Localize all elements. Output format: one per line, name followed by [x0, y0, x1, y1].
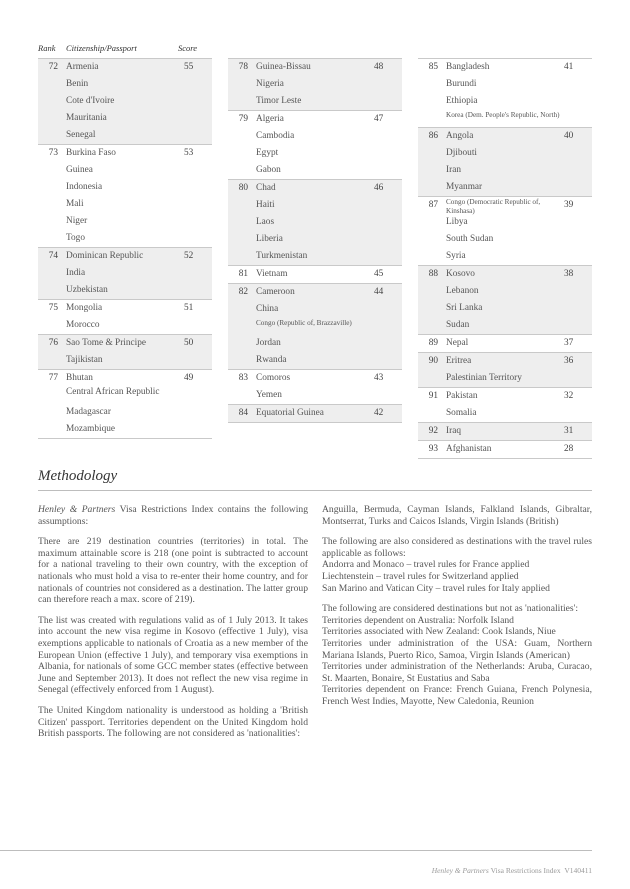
footer-doc-title: Visa Restrictions Index	[490, 866, 561, 875]
country-name: Nepal	[446, 338, 469, 348]
country-name: South Sudan	[446, 234, 494, 244]
score-value: 52	[184, 251, 194, 261]
rank-number: 88	[428, 269, 438, 279]
country-row	[418, 214, 592, 231]
methodology-line: Liechtenstein – travel rules for Switzerland applied	[322, 570, 519, 582]
country-row	[418, 110, 592, 127]
country-row	[38, 387, 212, 404]
country-name: Jordan	[256, 338, 281, 348]
column-bottom-rule	[418, 458, 592, 459]
rank-group	[418, 352, 592, 387]
country-row	[38, 127, 212, 144]
country-name: Burkina Faso	[66, 148, 116, 158]
rank-group	[228, 283, 402, 369]
rank-group	[228, 404, 402, 422]
country-name: India	[66, 268, 86, 278]
country-name: Guinea-Bissau	[256, 62, 311, 72]
country-row	[38, 370, 212, 387]
country-name: Eritrea	[446, 356, 472, 366]
rank-number: 84	[238, 408, 248, 418]
country-name: Senegal	[66, 130, 96, 140]
country-row	[228, 248, 402, 265]
country-row	[418, 353, 592, 370]
country-name: Myanmar	[446, 182, 483, 192]
score-header: Score	[178, 43, 198, 53]
score-value: 47	[374, 114, 384, 124]
country-row	[228, 387, 402, 404]
country-name: Ethiopia	[446, 96, 478, 106]
score-value: 42	[374, 408, 384, 418]
country-name: Iraq	[446, 426, 461, 436]
country-row	[228, 162, 402, 179]
country-row	[38, 265, 212, 282]
methodology-line: Territories under administration of the Netherlands: Aruba, Curacao, St. Maarten, Bonaire, St Eustatius and Saba	[322, 661, 592, 684]
rank-group	[418, 422, 592, 440]
country-name: Mozambique	[66, 424, 116, 434]
rank-number: 81	[238, 269, 248, 279]
country-name: Palestinian Territory	[446, 373, 522, 383]
rank-number: 75	[48, 303, 58, 313]
rank-number: 79	[238, 114, 248, 124]
country-name: Haiti	[256, 200, 275, 210]
country-row	[418, 317, 592, 334]
country-row	[418, 76, 592, 93]
rank-number: 89	[428, 338, 438, 348]
country-name: Indonesia	[66, 182, 103, 192]
country-row	[38, 404, 212, 421]
country-name: Pakistan	[446, 391, 478, 401]
country-name: Liberia	[256, 234, 283, 244]
rank-number: 93	[428, 444, 438, 454]
score-value: 44	[374, 287, 384, 297]
rank-group	[418, 58, 592, 127]
rank-group	[418, 334, 592, 352]
country-row	[228, 370, 402, 387]
country-row	[228, 93, 402, 110]
ranking-column-1	[38, 58, 212, 439]
country-name: Laos	[256, 217, 275, 227]
country-row	[38, 196, 212, 213]
rank-group	[418, 127, 592, 196]
methodology-left-column	[38, 504, 308, 749]
country-name: Armenia	[66, 62, 99, 72]
country-name: Yemen	[256, 390, 282, 400]
country-name: Mongolia	[66, 303, 103, 313]
rank-group	[38, 334, 212, 369]
score-value: 41	[564, 62, 574, 72]
country-row	[38, 421, 212, 438]
country-name: Cote d'Ivoire	[66, 96, 115, 106]
score-value: 38	[564, 269, 574, 279]
country-name: Iran	[446, 165, 461, 175]
rank-group	[418, 387, 592, 422]
country-row	[228, 214, 402, 231]
country-row	[228, 59, 402, 76]
rank-group	[38, 58, 212, 144]
country-name: Angola	[446, 131, 474, 141]
rank-group	[418, 265, 592, 334]
score-value: 48	[374, 62, 384, 72]
score-value: 32	[564, 391, 574, 401]
brand-italic: Henley & Partners	[38, 504, 116, 515]
rank-number: 74	[48, 251, 58, 261]
country-row	[228, 180, 402, 197]
country-name: Guinea	[66, 165, 93, 175]
country-row	[228, 352, 402, 369]
country-row	[228, 318, 402, 335]
country-row	[228, 111, 402, 128]
country-row	[228, 231, 402, 248]
country-name: Congo (Democratic Republic of, Kinshasa)	[446, 198, 541, 215]
score-value: 37	[564, 338, 574, 348]
country-row	[418, 388, 592, 405]
country-row	[38, 110, 212, 127]
country-name: Gabon	[256, 165, 281, 175]
country-name: Rwanda	[256, 355, 287, 365]
score-value: 40	[564, 131, 574, 141]
methodology-title: Methodology	[38, 468, 118, 484]
country-row	[228, 145, 402, 162]
country-row	[418, 405, 592, 422]
methodology-right-column	[322, 504, 592, 717]
country-row	[418, 266, 592, 283]
rank-number: 78	[238, 62, 248, 72]
country-row	[228, 197, 402, 214]
methodology-paragraph: The United Kingdom nationality is understood as holding a 'British Citizen' passport. Territories dependent on the United Kingdom hold British passports. The following are not considered as 'nationalities':	[38, 704, 308, 740]
rank-number: 90	[428, 356, 438, 366]
methodology-paragraph	[322, 504, 592, 527]
country-name: Bangladesh	[446, 62, 490, 72]
methodology-line: Territories dependent on Australia: Norfolk Island	[322, 614, 514, 626]
score-value: 31	[564, 426, 574, 436]
country-name: Sri Lanka	[446, 303, 483, 313]
country-row	[418, 423, 592, 440]
rank-group	[228, 179, 402, 265]
country-name: Lebanon	[446, 286, 479, 296]
rank-group	[38, 144, 212, 247]
country-row	[418, 248, 592, 265]
methodology-line: The following are considered destinations but not as 'nationalities':	[322, 603, 579, 615]
score-value: 28	[564, 444, 574, 454]
methodology-paragraph: There are 219 destination countries (territories) in total. The maximum attainable score is 218 (one point is subtracted to account for a national traveling to their own country, with the exception of nationals who must hold a visa to re-enter their home country, and for nationals of countries not considered as a destination. The latter group can therefore reach a max. score of 219).	[38, 536, 308, 606]
ranking-column-3	[418, 58, 592, 459]
country-row	[418, 197, 592, 214]
rank-group	[38, 247, 212, 299]
rank-group	[418, 196, 592, 265]
country-row	[38, 282, 212, 299]
country-name: Mali	[66, 199, 84, 209]
country-row	[38, 352, 212, 369]
rank-number: 77	[48, 373, 58, 383]
methodology-line: San Marino and Vatican City – travel rules for Italy applied	[322, 582, 550, 594]
country-row	[38, 317, 212, 334]
country-row	[418, 231, 592, 248]
footer-divider	[0, 850, 592, 851]
rank-number: 73	[48, 148, 58, 158]
score-value: 39	[564, 200, 574, 210]
country-row	[38, 300, 212, 317]
country-row	[38, 145, 212, 162]
country-name: Turkmenistan	[256, 251, 308, 261]
country-row	[228, 128, 402, 145]
country-name: Mauritania	[66, 113, 107, 123]
score-value: 55	[184, 62, 194, 72]
score-value: 45	[374, 269, 384, 279]
country-row	[418, 283, 592, 300]
country-name: Benin	[66, 79, 89, 89]
country-name: Madagascar	[66, 407, 111, 417]
country-name: Niger	[66, 216, 88, 226]
country-row	[38, 335, 212, 352]
rank-number: 72	[48, 62, 58, 72]
country-row	[228, 266, 402, 283]
rank-header: Rank	[38, 43, 56, 53]
country-row	[418, 370, 592, 387]
methodology-line: The following are also considered as destinations with the travel rules applicable as follows:	[322, 536, 592, 559]
methodology-line: Anguilla, Bermuda, Cayman Islands, Falkland Islands, Gibraltar, Montserrat, Turks and Caicos Islands, Virgin Islands (British)	[322, 504, 592, 527]
footer-brand: Henley & Partners	[431, 866, 489, 875]
methodology-paragraph	[322, 603, 592, 707]
country-name: Nigeria	[256, 79, 284, 89]
methodology-divider	[38, 490, 592, 491]
rank-number: 91	[428, 391, 438, 401]
rank-number: 83	[238, 373, 248, 383]
country-row	[38, 76, 212, 93]
rank-number: 80	[238, 183, 248, 193]
methodology-paragraph: Henley & Partners Visa Restrictions Index contains the following assumptions:	[38, 504, 308, 527]
country-name: Chad	[256, 183, 276, 193]
country-name: Sao Tome & Principe	[66, 338, 146, 348]
country-row	[228, 405, 402, 422]
rank-number: 92	[428, 426, 438, 436]
rank-group	[38, 299, 212, 334]
rank-number: 86	[428, 131, 438, 141]
score-value: 43	[374, 373, 384, 383]
country-row	[38, 248, 212, 265]
country-row	[418, 162, 592, 179]
country-name: Timor Leste	[256, 96, 302, 106]
country-row	[38, 179, 212, 196]
country-name: Central African Republic	[66, 387, 160, 397]
country-row	[418, 300, 592, 317]
country-row	[418, 441, 592, 458]
score-value: 49	[184, 373, 194, 383]
country-name: Congo (Republic of, Brazzaville)	[256, 319, 352, 327]
country-name: Vietnam	[256, 269, 288, 279]
country-name: Djibouti	[446, 148, 477, 158]
column-bottom-rule	[38, 438, 212, 439]
country-name: Bhutan	[66, 373, 93, 383]
rank-number: 85	[428, 62, 438, 72]
country-name: Kosovo	[446, 269, 475, 279]
country-name: Sudan	[446, 320, 470, 330]
country-name: Afghanistan	[446, 444, 492, 454]
rank-group	[418, 440, 592, 458]
methodology-line: Territories dependent on France: French Guiana, French Polynesia, French West Indies, Mayotte, New Caledonia, Reunion	[322, 684, 592, 707]
score-value: 51	[184, 303, 194, 313]
footer-version: V140411	[564, 866, 592, 875]
rank-group	[228, 369, 402, 404]
country-row	[38, 93, 212, 110]
country-name: Morocco	[66, 320, 100, 330]
rank-number: 82	[238, 287, 248, 297]
country-row	[38, 162, 212, 179]
country-name: Equatorial Guinea	[256, 408, 324, 418]
country-row	[418, 179, 592, 196]
rank-number: 87	[428, 200, 438, 210]
country-row	[418, 335, 592, 352]
methodology-line: Territories under administration of the USA: Guam, Northern Mariana Islands, Puerto Rico, Samoa, Virgin Islands (American)	[322, 637, 592, 661]
rank-group	[38, 369, 212, 438]
country-name: Korea (Dem. People's Republic, North)	[446, 111, 560, 119]
country-row	[228, 76, 402, 93]
score-value: 50	[184, 338, 194, 348]
country-row	[228, 335, 402, 352]
country-row	[38, 230, 212, 247]
methodology-line: Territories associated with New Zealand: Cook Islands, Niue	[322, 626, 556, 638]
citizenship-header: Citizenship/Passport	[66, 43, 137, 53]
score-value: 53	[184, 148, 194, 158]
country-row	[418, 145, 592, 162]
country-name: Burundi	[446, 79, 477, 89]
country-name: China	[256, 304, 279, 314]
country-name: Syria	[446, 251, 466, 261]
country-row	[418, 128, 592, 145]
methodology-line: Andorra and Monaco – travel rules for France applied	[322, 559, 530, 571]
footer	[432, 866, 592, 875]
rank-group	[228, 110, 402, 179]
country-name: Libya	[446, 217, 468, 227]
score-value: 46	[374, 183, 384, 193]
country-row	[228, 301, 402, 318]
country-row	[228, 284, 402, 301]
country-row	[418, 59, 592, 76]
score-value: 36	[564, 356, 574, 366]
country-name: Algeria	[256, 114, 284, 124]
country-row	[38, 59, 212, 76]
column-bottom-rule	[228, 422, 402, 423]
country-name: Tajikistan	[66, 355, 103, 365]
ranking-column-2	[228, 58, 402, 423]
rank-group	[228, 265, 402, 283]
country-name: Comoros	[256, 373, 291, 383]
country-row	[418, 93, 592, 110]
rank-number: 76	[48, 338, 58, 348]
rank-group	[228, 58, 402, 110]
country-name: Dominican Republic	[66, 251, 144, 261]
country-name: Uzbekistan	[66, 285, 108, 295]
country-row	[38, 213, 212, 230]
country-name: Cameroon	[256, 287, 295, 297]
methodology-paragraph	[322, 536, 592, 594]
country-name: Somalia	[446, 408, 477, 418]
methodology-paragraph: The list was created with regulations valid as of 1 July 2013. It takes into account the new visa regime in Kosovo (effective 1 July), visa exemptions applicable to nationals of Croatia as a new member of the European Union (effective 1 July), and temporary visa exemptions in Albania, for nationals of some GCC member states (effective between June and September 2013). It does not reflect the new visa regime in Senegal (effectively enforced from 1 August).	[38, 614, 308, 696]
country-name: Cambodia	[256, 131, 295, 141]
country-name: Togo	[66, 233, 85, 243]
country-name: Egypt	[256, 148, 279, 158]
